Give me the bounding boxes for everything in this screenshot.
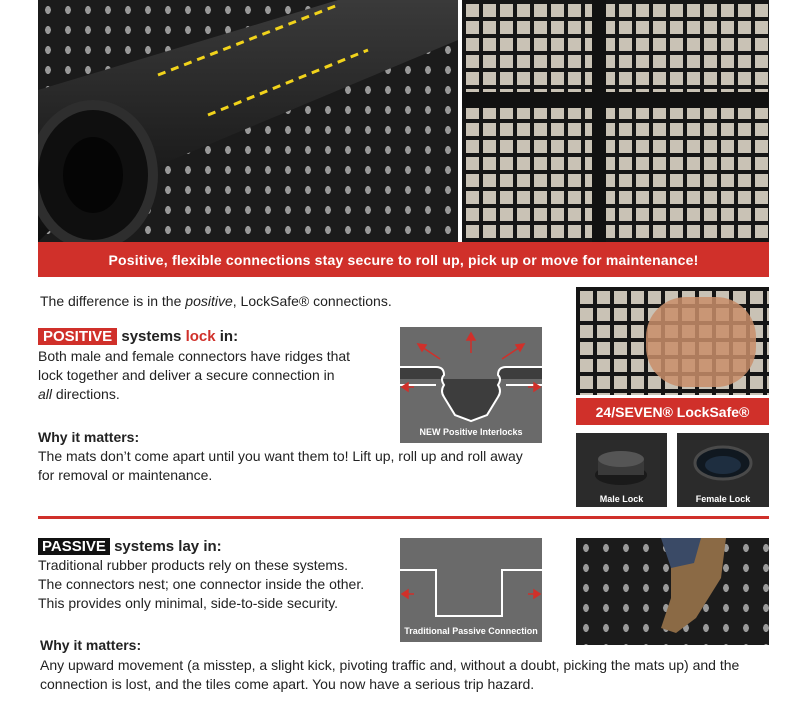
interlocked-tiles-photo xyxy=(462,0,769,242)
intro-text: The difference is in the positive, LockSafe® connections. xyxy=(40,293,392,309)
passive-tag: PASSIVE xyxy=(38,538,110,555)
positive-diagram-caption: NEW Positive Interlocks xyxy=(419,427,523,437)
locksafe-brand-bar: 24/SEVEN® LockSafe® xyxy=(576,398,769,425)
female-lock-photo xyxy=(677,433,769,507)
rolled-mat-illustration xyxy=(38,0,458,242)
hero-banner: Positive, flexible connections stay secure to roll up, pick up or move for maintenance! xyxy=(38,242,769,277)
passive-why-text: Any upward movement (a misstep, a slight kick, pivoting traffic and, without a doubt, picking the mats up) and the connection is lost, and the tiles come apart. You now have a serious trip hazard. xyxy=(40,657,740,692)
rolled-mat-photo xyxy=(38,0,458,242)
positive-description: Both male and female connectors have ridges that lock together and deliver a secure connection in all directions. xyxy=(38,348,351,402)
passive-why-heading: Why it matters: xyxy=(40,637,142,653)
boot-graphic xyxy=(576,538,769,645)
male-lock-photo xyxy=(576,433,667,507)
positive-interlock-graphic xyxy=(400,327,542,443)
boot-trip-photo xyxy=(576,538,769,645)
section-divider xyxy=(38,516,769,519)
passive-title: PASSIVE systems lay in: xyxy=(38,538,222,555)
passive-description: Traditional rubber products rely on these systems. The connectors nest; one connector inside the other. This provides only minimal, side-to-side security. xyxy=(38,557,365,611)
passive-diagram-caption: Traditional Passive Connection xyxy=(404,626,538,636)
passive-connection-diagram xyxy=(400,538,542,642)
positive-why-text: The mats don’t come apart until you want them to! Lift up, roll up and roll away for removal or maintenance. xyxy=(38,448,523,483)
female-lock-label: Female Lock xyxy=(695,494,751,504)
positive-why-heading: Why it matters: xyxy=(38,429,140,445)
hands-locking-photo xyxy=(576,287,769,395)
positive-interlock-diagram xyxy=(400,327,542,443)
male-lock-label: Male Lock xyxy=(599,494,644,504)
positive-title: POSITIVE systems lock in: xyxy=(38,328,238,345)
positive-tag: POSITIVE xyxy=(38,328,117,345)
